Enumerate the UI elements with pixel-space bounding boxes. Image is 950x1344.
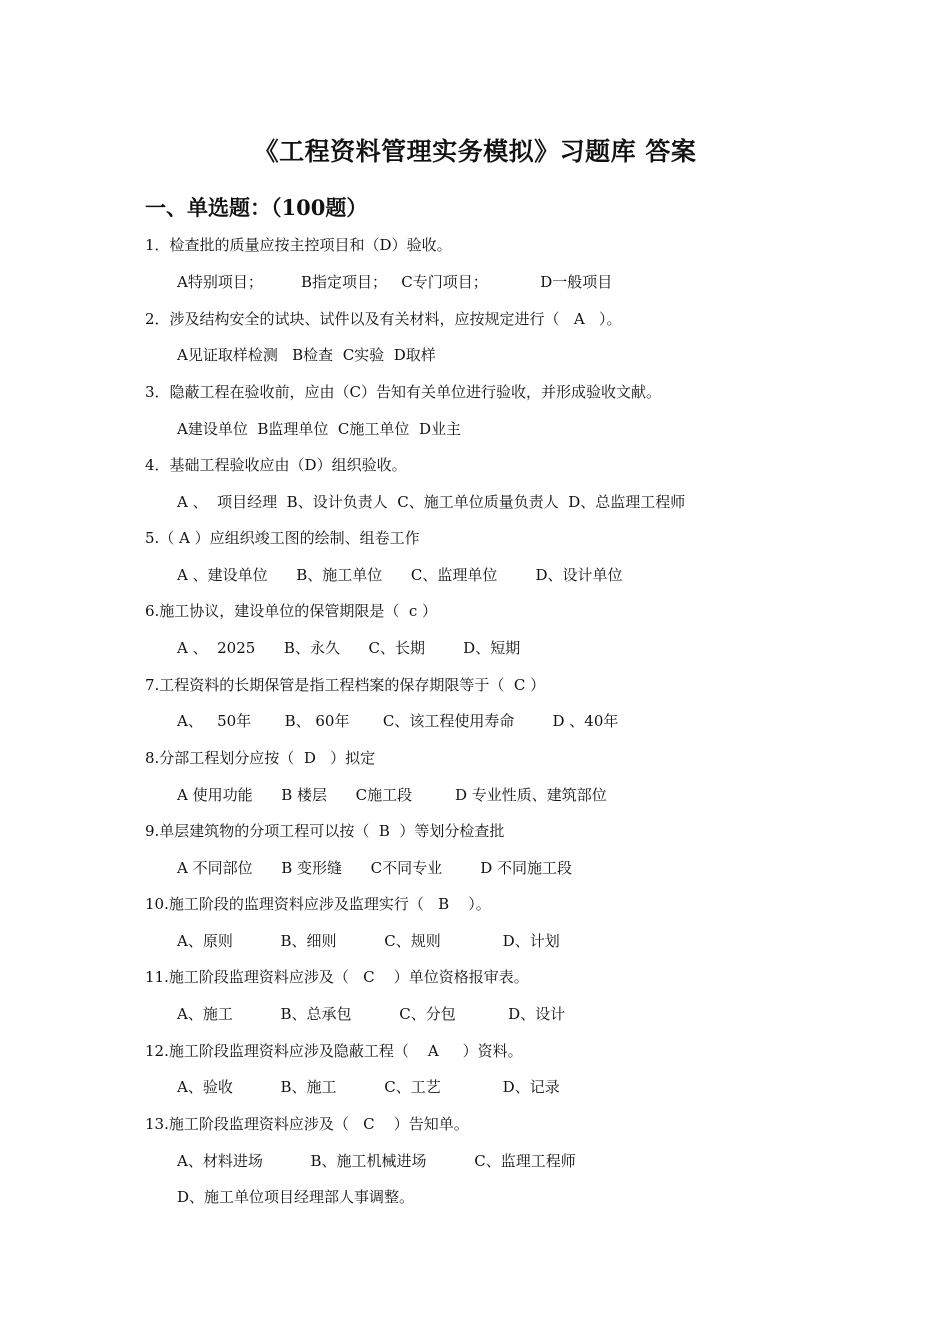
section-heading: 一、单选题：（100题） <box>145 195 368 220</box>
options-11: A、施工 B、总承包 C、分包 D、设计 <box>177 1005 566 1023</box>
document-title: 《工程资料管理实务模拟》习题库 答案 <box>253 137 697 166</box>
options-4: A 、 项目经理 B、设计负责人 C、施工单位质量负责人 D、总监理工程师 <box>177 493 686 511</box>
options-13-continued: D、施工单位项目经理部人事调整。 <box>177 1188 415 1206</box>
question-9: 9.单层建筑物的分项工程可以按（ B ）等划分检查批 <box>145 822 505 840</box>
question-2: 2．涉及结构安全的试块、试件以及有关材料，应按规定进行（ A ）。 <box>145 310 622 328</box>
options-12: A、验收 B、施工 C、工艺 D、记录 <box>177 1078 560 1096</box>
question-5: 5.（ A ）应组织竣工图的绘制、组卷工作 <box>145 529 420 547</box>
question-11: 11.施工阶段监理资料应涉及（ C ）单位资格报审表。 <box>145 968 529 986</box>
question-13: 13.施工阶段监理资料应涉及（ C ）告知单。 <box>145 1115 469 1133</box>
options-5: A 、建设单位 B、施工单位 C、监理单位 D、设计单位 <box>177 566 623 584</box>
options-10: A、原则 B、细则 C、规则 D、计划 <box>177 932 560 950</box>
question-12: 12.施工阶段监理资料应涉及隐蔽工程（ A ）资料。 <box>145 1042 523 1060</box>
options-13: A、材料进场 B、施工机械进场 C、监理工程师 <box>177 1152 576 1170</box>
question-10: 10.施工阶段的监理资料应涉及监理实行（ B ）。 <box>145 895 491 913</box>
question-7: 7.工程资料的长期保管是指工程档案的保存期限等于（ C ） <box>145 676 546 694</box>
options-6: A 、 2025 B、永久 C、长期 D、短期 <box>177 639 521 657</box>
question-1: 1．检查批的质量应按主控项目和（D）验收。 <box>145 236 452 254</box>
options-8: A 使用功能 B 楼层 C施工段 D 专业性质、建筑部位 <box>177 786 607 804</box>
question-4: 4．基础工程验收应由（D）组织验收。 <box>145 456 407 474</box>
options-2: A见证取样检测 B检查 C实验 D取样 <box>177 346 436 364</box>
options-7: A、 50年 B、 60年 C、该工程使用寿命 D 、40年 <box>177 712 619 730</box>
options-9: A 不同部位 B 变形缝 C不同专业 D 不同施工段 <box>177 859 573 877</box>
question-3: 3．隐蔽工程在验收前，应由（C）告知有关单位进行验收，并形成验收文献。 <box>145 383 662 401</box>
question-6: 6.施工协议，建设单位的保管期限是（ c ） <box>145 602 438 620</box>
question-8: 8.分部工程划分应按（ D ）拟定 <box>145 749 376 767</box>
options-3: A建设单位 B监理单位 C施工单位 D业主 <box>177 420 461 438</box>
options-1: A特别项目； B指定项目； C专门项目； D一般项目 <box>177 273 613 291</box>
